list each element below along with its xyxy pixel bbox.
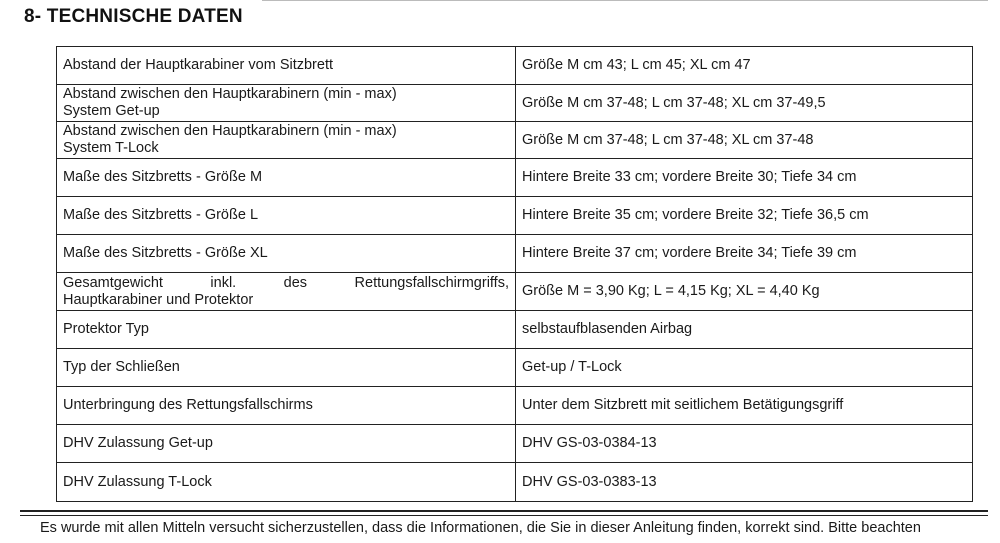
table-row: [57, 425, 973, 463]
spec-label-line: Abstand zwischen den Hauptkarabinern (min - max): [63, 123, 397, 139]
spec-value-cell: DHV GS-03-0384-13: [516, 425, 973, 463]
spec-label-cell: [57, 463, 516, 502]
spec-label-line: Gesamtgewicht inkl. des Rettungsfallschirmgriffs,: [63, 274, 509, 291]
spec-label-line: Maße des Sitzbretts - Größe XL: [63, 245, 268, 261]
spec-label-cell: [57, 311, 516, 349]
table-row: [57, 311, 973, 349]
table-row: [57, 349, 973, 387]
spec-value-cell: Get-up / T-Lock: [516, 349, 973, 387]
spec-label-cell: [57, 197, 516, 235]
table-row: [57, 47, 973, 85]
spec-label-cell: [57, 349, 516, 387]
footer-divider-thin: [20, 515, 988, 516]
spec-label-cell: [57, 425, 516, 463]
footer-divider-thick: [20, 510, 988, 512]
table-row: [57, 85, 973, 122]
spec-label-line: Maße des Sitzbretts - Größe L: [63, 207, 259, 223]
spec-label-line: DHV Zulassung Get-up: [63, 435, 213, 451]
table-row: [57, 463, 973, 502]
spec-label-line: Hauptkarabiner und Protektor: [63, 291, 254, 308]
spec-label-line: Unterbringung des Rettungsfallschirms: [63, 397, 313, 413]
spec-label-line: DHV Zulassung T-Lock: [63, 473, 212, 490]
technical-data-table: [56, 46, 973, 502]
spec-label-line: Protektor Typ: [63, 321, 149, 337]
spec-label-cell: [57, 122, 516, 159]
spec-value-cell: Größe M cm 37-48; L cm 37-48; XL cm 37-48: [516, 122, 973, 159]
spec-label-line: System Get-up: [63, 103, 160, 119]
spec-label-line: Abstand zwischen den Hauptkarabinern (min - max): [63, 86, 397, 102]
spec-label-cell: [57, 273, 516, 311]
top-divider: [262, 0, 988, 1]
section-heading: 8- TECHNISCHE DATEN: [24, 6, 243, 27]
spec-value-cell: selbstaufblasenden Airbag: [516, 311, 973, 349]
spec-value-cell: Größe M cm 37-48; L cm 37-48; XL cm 37-49,5: [516, 85, 973, 122]
spec-label-line: Maße des Sitzbretts - Größe M: [63, 169, 263, 185]
table-row: [57, 197, 973, 235]
spec-value-cell: Hintere Breite 35 cm; vordere Breite 32; Tiefe 36,5 cm: [516, 197, 973, 235]
table-row: [57, 387, 973, 425]
spec-value-cell: Größe M cm 43; L cm 45; XL cm 47: [516, 47, 973, 85]
spec-value-cell: Größe M = 3,90 Kg; L = 4,15 Kg; XL = 4,40 Kg: [516, 273, 973, 311]
spec-label-cell: [57, 47, 516, 85]
table-row: [57, 273, 973, 311]
spec-label-cell: [57, 387, 516, 425]
spec-label-line: Typ der Schließen: [63, 359, 180, 375]
table-row: [57, 122, 973, 159]
spec-value-cell: DHV GS-03-0383-13: [516, 463, 973, 502]
footer-disclaimer: Es wurde mit allen Mitteln versucht sicherzustellen, dass die Informationen, die Sie in dieser Anleitung finden, korrekt sind. Bitte beachten: [40, 520, 921, 536]
spec-label-cell: [57, 235, 516, 273]
table-row: [57, 159, 973, 197]
spec-label-cell: [57, 85, 516, 122]
spec-value-cell: Unter dem Sitzbrett mit seitlichem Betätigungsgriff: [516, 387, 973, 425]
spec-value-cell: Hintere Breite 37 cm; vordere Breite 34; Tiefe 39 cm: [516, 235, 973, 273]
spec-label-line: System T-Lock: [63, 140, 159, 156]
table-row: [57, 235, 973, 273]
spec-label-line: Abstand der Hauptkarabiner vom Sitzbrett: [63, 57, 333, 73]
spec-value-cell: Hintere Breite 33 cm; vordere Breite 30; Tiefe 34 cm: [516, 159, 973, 197]
spec-label-cell: [57, 159, 516, 197]
